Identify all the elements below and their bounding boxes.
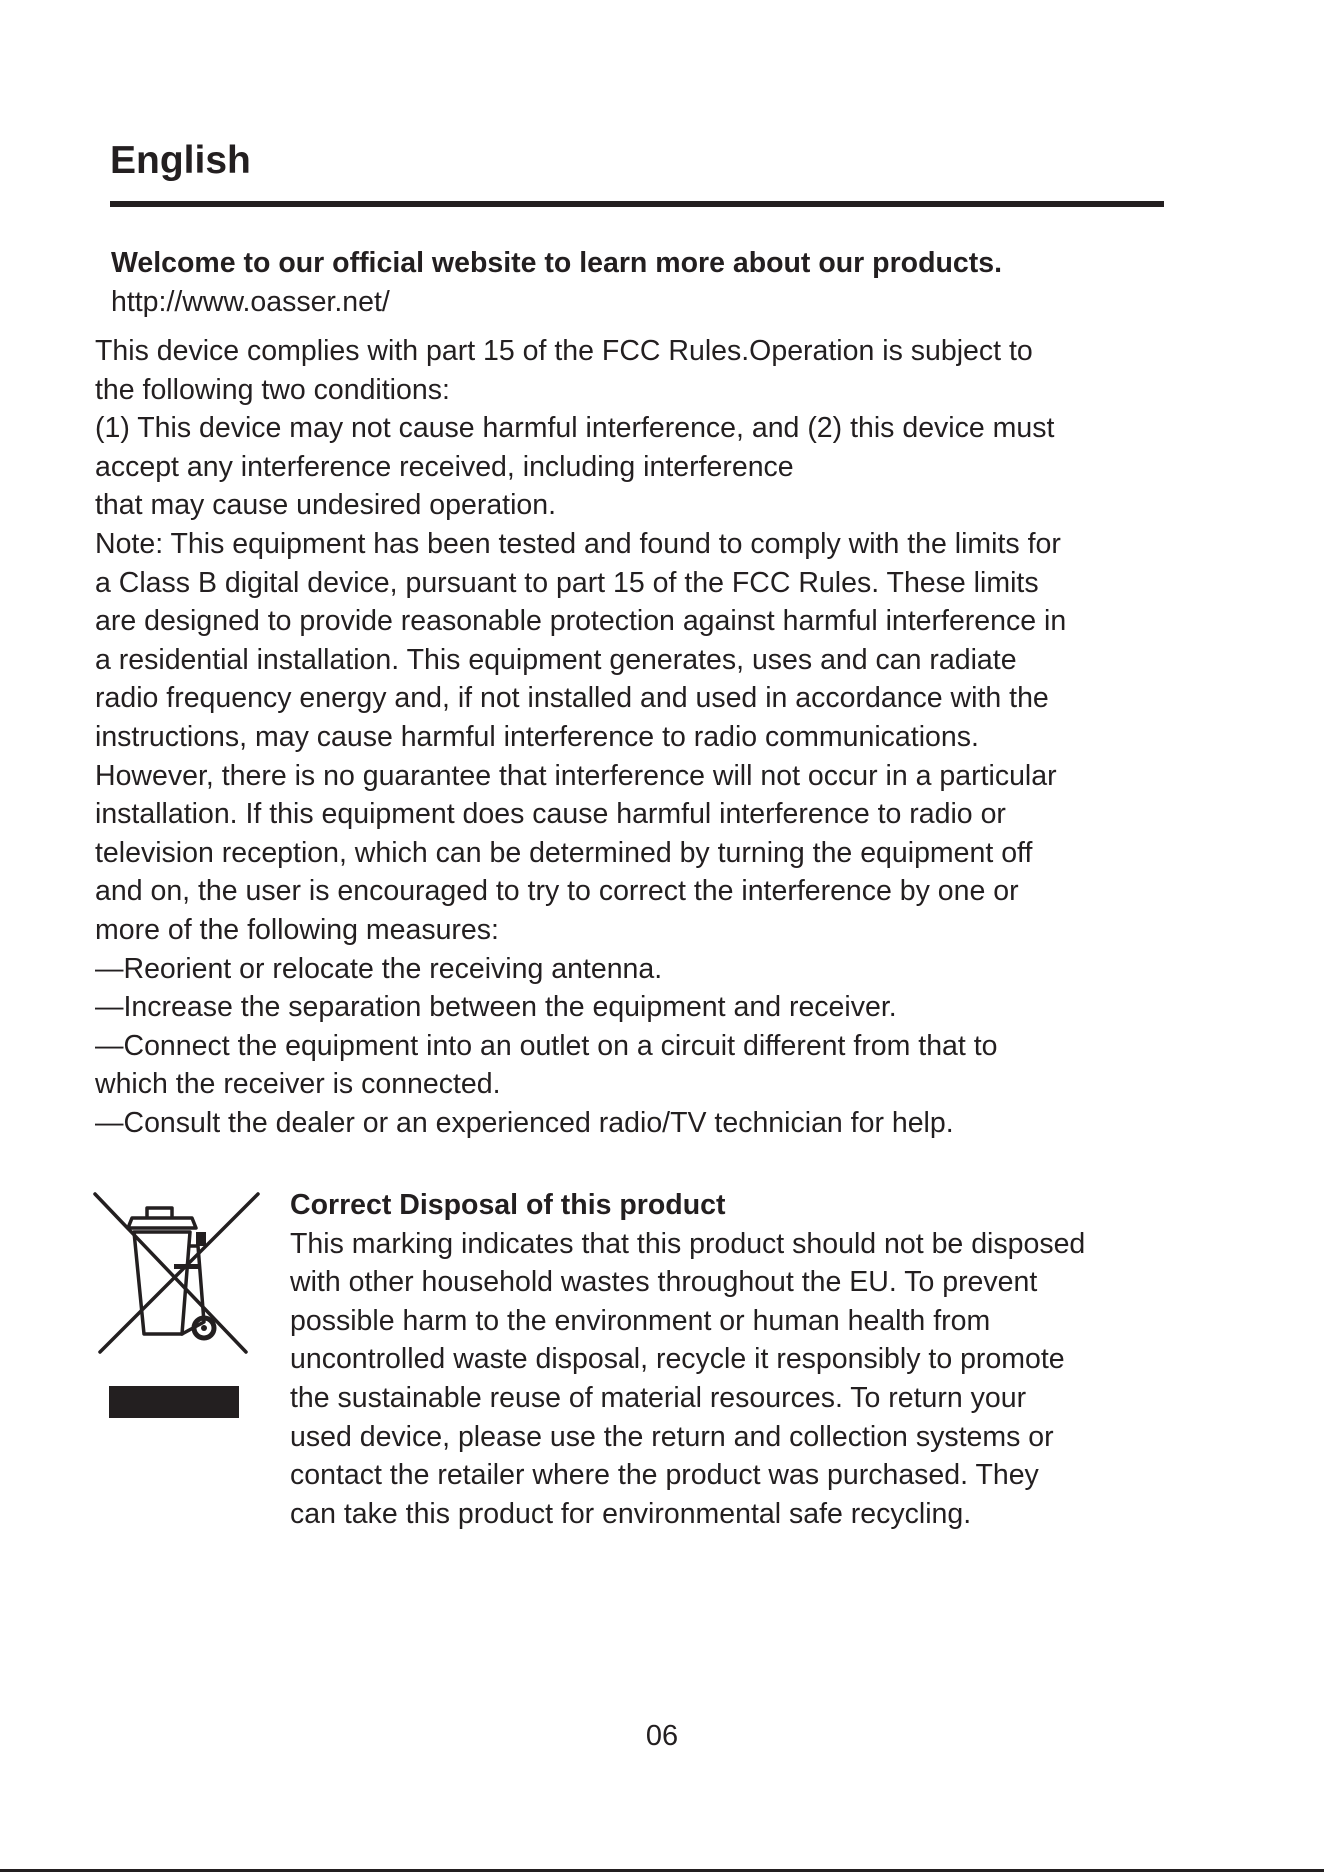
fcc-measure-line: —Connect the equipment into an outlet on a circuit different from that to (95, 1029, 998, 1062)
disposal-heading: Correct Disposal of this product (290, 1189, 726, 1221)
disposal-line: can take this product for environmental safe recycling. (290, 1497, 972, 1530)
fcc-line: accept any interference received, including interference (95, 450, 794, 483)
fcc-line: Note: This equipment has been tested and found to comply with the limits for (95, 527, 1061, 560)
fcc-line: and on, the user is encouraged to try to correct the interference by one or (95, 875, 1019, 908)
fcc-line: instructions, may cause harmful interference to radio communications. (95, 720, 979, 753)
fcc-line: However, there is no guarantee that interference will not occur in a particular (95, 759, 1057, 792)
fcc-measure-line: —Reorient or relocate the receiving antenna. (95, 952, 663, 985)
fcc-line: installation. If this equipment does cause harmful interference to radio or (95, 798, 1006, 831)
disposal-section (290, 1186, 1190, 1533)
fcc-line: (1) This device may not cause harmful interference, and (2) this device must (95, 412, 1055, 445)
fcc-line: a Class B digital device, pursuant to part 15 of the FCC Rules. These limits (95, 566, 1039, 599)
disposal-line: This marking indicates that this product should not be disposed (290, 1227, 1086, 1260)
fcc-measure-line: —Consult the dealer or an experienced radio/TV technician for help. (95, 1106, 954, 1139)
fcc-line: that may cause undesired operation. (95, 489, 557, 522)
disposal-line: used device, please use the return and collection systems or (290, 1420, 1054, 1453)
disposal-line: with other household wastes throughout the EU. To prevent (290, 1266, 1038, 1299)
fcc-measure-line: which the receiver is connected. (95, 1068, 501, 1101)
fcc-line: This device complies with part 15 of the FCC Rules.Operation is subject to (95, 335, 1033, 367)
welcome-text: Welcome to our official website to learn more about our products. (111, 247, 1003, 279)
page-title: English (110, 139, 251, 182)
website-link[interactable]: http://www.oasser.net/ (111, 286, 390, 318)
crossed-out-wheelie-bin-icon (92, 1186, 262, 1426)
fcc-line: a residential installation. This equipment generates, uses and can radiate (95, 643, 1017, 676)
fcc-line: more of the following measures: (95, 913, 499, 946)
disposal-line: contact the retailer where the product was purchased. They (290, 1459, 1039, 1492)
fcc-line: are designed to provide reasonable protection against harmful interference in (95, 605, 1067, 638)
fcc-line: television reception, which can be determined by turning the equipment off (95, 836, 1033, 869)
fcc-measure-line: —Increase the separation between the equipment and receiver. (95, 991, 897, 1024)
page-number: 06 (645, 1720, 679, 1752)
title-divider (110, 201, 1164, 207)
disposal-line: the sustainable reuse of material resources. To return your (290, 1381, 1027, 1414)
fcc-line: radio frequency energy and, if not installed and used in accordance with the (95, 682, 1049, 715)
fcc-line: the following two conditions: (95, 373, 450, 406)
fcc-statement (95, 332, 1195, 1142)
disposal-line: possible harm to the environment or human health from (290, 1304, 991, 1337)
disposal-line: uncontrolled waste disposal, recycle it responsibly to promote (290, 1343, 1065, 1376)
